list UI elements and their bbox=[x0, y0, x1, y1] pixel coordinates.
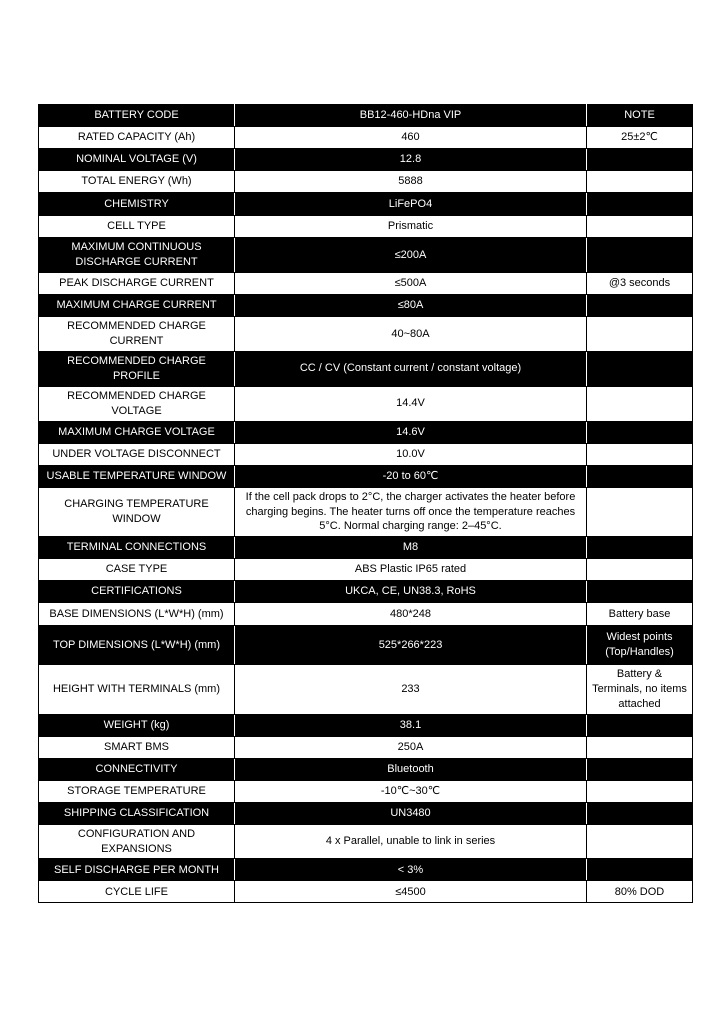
spec-label-cell: NOMINAL VOLTAGE (V) bbox=[39, 149, 235, 171]
spec-note-cell bbox=[587, 581, 693, 603]
spec-label-cell: TOP DIMENSIONS (L*W*H) (mm) bbox=[39, 626, 235, 665]
spec-note-cell bbox=[587, 802, 693, 824]
spec-note-cell bbox=[587, 149, 693, 171]
table-row bbox=[39, 881, 693, 903]
table-row bbox=[39, 317, 693, 352]
header-note-cell: NOTE bbox=[587, 105, 693, 127]
spec-value-cell: Prismatic bbox=[235, 216, 587, 238]
spec-label-cell: MAXIMUM CHARGE VOLTAGE bbox=[39, 421, 235, 443]
spec-note-cell bbox=[587, 780, 693, 802]
spec-note-cell: @3 seconds bbox=[587, 273, 693, 295]
spec-label-cell: BASE DIMENSIONS (L*W*H) (mm) bbox=[39, 603, 235, 626]
spec-note-cell: Widest points (Top/Handles) bbox=[587, 626, 693, 665]
spec-note-cell bbox=[587, 421, 693, 443]
spec-value-cell: ≤200A bbox=[235, 238, 587, 273]
spec-note-cell: 80% DOD bbox=[587, 881, 693, 903]
spec-note-cell bbox=[587, 758, 693, 780]
spec-note-cell bbox=[587, 465, 693, 487]
spec-label-cell: MAXIMUM CHARGE CURRENT bbox=[39, 295, 235, 317]
spec-note-cell bbox=[587, 537, 693, 559]
spec-label-cell: CHARGING TEMPERATURE WINDOW bbox=[39, 487, 235, 537]
spec-value-cell: 5888 bbox=[235, 171, 587, 193]
spec-value-cell: LiFePO4 bbox=[235, 193, 587, 216]
spec-note-cell bbox=[587, 193, 693, 216]
spec-label-cell: WEIGHT (kg) bbox=[39, 714, 235, 736]
spec-note-cell bbox=[587, 216, 693, 238]
spec-label-cell: SHIPPING CLASSIFICATION bbox=[39, 802, 235, 824]
spec-label-cell: UNDER VOLTAGE DISCONNECT bbox=[39, 443, 235, 465]
spec-value-cell: UN3480 bbox=[235, 802, 587, 824]
spec-value-cell: -20 to 60℃ bbox=[235, 465, 587, 487]
spec-label-cell: RATED CAPACITY (Ah) bbox=[39, 127, 235, 149]
spec-value-cell: ABS Plastic IP65 rated bbox=[235, 559, 587, 581]
spec-label-cell: CONFIGURATION AND EXPANSIONS bbox=[39, 824, 235, 859]
table-row bbox=[39, 824, 693, 859]
table-row bbox=[39, 421, 693, 443]
spec-note-cell bbox=[587, 295, 693, 317]
table-row bbox=[39, 665, 693, 715]
spec-value-cell: -10℃~30℃ bbox=[235, 780, 587, 802]
spec-note-cell bbox=[587, 487, 693, 537]
spec-note-cell bbox=[587, 736, 693, 758]
table-row bbox=[39, 802, 693, 824]
table-row bbox=[39, 487, 693, 537]
table-row bbox=[39, 352, 693, 387]
spec-value-cell: 40~80A bbox=[235, 317, 587, 352]
spec-value-cell: 460 bbox=[235, 127, 587, 149]
spec-note-cell bbox=[587, 317, 693, 352]
spec-note-cell: Battery base bbox=[587, 603, 693, 626]
header-value-cell: BB12-460-HDna VIP bbox=[235, 105, 587, 127]
spec-note-cell bbox=[587, 714, 693, 736]
table-row bbox=[39, 559, 693, 581]
spec-label-cell: SELF DISCHARGE PER MONTH bbox=[39, 859, 235, 881]
spec-note-cell bbox=[587, 859, 693, 881]
spec-value-cell: 12.8 bbox=[235, 149, 587, 171]
spec-value-cell: 233 bbox=[235, 665, 587, 715]
spec-value-cell: If the cell pack drops to 2°C, the charger activates the heater before charging begins. The heater turns off once the temperature reaches 5°C. Normal charging range: 2–45°C. bbox=[235, 487, 587, 537]
spec-value-cell: Bluetooth bbox=[235, 758, 587, 780]
spec-value-cell: M8 bbox=[235, 537, 587, 559]
spec-label-cell: CASE TYPE bbox=[39, 559, 235, 581]
table-row bbox=[39, 581, 693, 603]
spec-value-cell: 14.6V bbox=[235, 421, 587, 443]
spec-value-cell: 14.4V bbox=[235, 386, 587, 421]
table-row bbox=[39, 714, 693, 736]
spec-label-cell: SMART BMS bbox=[39, 736, 235, 758]
spec-value-cell: 480*248 bbox=[235, 603, 587, 626]
table-row bbox=[39, 780, 693, 802]
spec-label-cell: TERMINAL CONNECTIONS bbox=[39, 537, 235, 559]
spec-note-cell bbox=[587, 559, 693, 581]
spec-value-cell: CC / CV (Constant current / constant voltage) bbox=[235, 352, 587, 387]
spec-value-cell: UKCA, CE, UN38.3, RoHS bbox=[235, 581, 587, 603]
spec-value-cell: 525*266*223 bbox=[235, 626, 587, 665]
table-row bbox=[39, 295, 693, 317]
spec-note-cell bbox=[587, 171, 693, 193]
spec-label-cell: CELL TYPE bbox=[39, 216, 235, 238]
table-row bbox=[39, 127, 693, 149]
spec-note-cell bbox=[587, 386, 693, 421]
table-row bbox=[39, 238, 693, 273]
table-row bbox=[39, 386, 693, 421]
spec-note-cell: 25±2℃ bbox=[587, 127, 693, 149]
table-row bbox=[39, 273, 693, 295]
table-row bbox=[39, 859, 693, 881]
spec-value-cell: ≤80A bbox=[235, 295, 587, 317]
spec-note-cell bbox=[587, 824, 693, 859]
spec-value-cell: ≤500A bbox=[235, 273, 587, 295]
spec-value-cell: 4 x Parallel, unable to link in series bbox=[235, 824, 587, 859]
spec-label-cell: HEIGHT WITH TERMINALS (mm) bbox=[39, 665, 235, 715]
spec-value-cell: 38.1 bbox=[235, 714, 587, 736]
spec-value-cell: 250A bbox=[235, 736, 587, 758]
header-label-cell: BATTERY CODE bbox=[39, 105, 235, 127]
table-row bbox=[39, 603, 693, 626]
spec-value-cell: ≤4500 bbox=[235, 881, 587, 903]
spec-label-cell: STORAGE TEMPERATURE bbox=[39, 780, 235, 802]
spec-note-cell bbox=[587, 238, 693, 273]
spec-label-cell: USABLE TEMPERATURE WINDOW bbox=[39, 465, 235, 487]
spec-note-cell: Battery & Terminals, no items attached bbox=[587, 665, 693, 715]
spec-note-cell bbox=[587, 443, 693, 465]
spec-value-cell: 10.0V bbox=[235, 443, 587, 465]
spec-label-cell: RECOMMENDED CHARGE VOLTAGE bbox=[39, 386, 235, 421]
spec-note-cell bbox=[587, 352, 693, 387]
spec-label-cell: MAXIMUM CONTINUOUS DISCHARGE CURRENT bbox=[39, 238, 235, 273]
spec-label-cell: RECOMMENDED CHARGE CURRENT bbox=[39, 317, 235, 352]
table-row bbox=[39, 736, 693, 758]
table-row bbox=[39, 626, 693, 665]
table-row bbox=[39, 171, 693, 193]
spec-label-cell: TOTAL ENERGY (Wh) bbox=[39, 171, 235, 193]
table-row bbox=[39, 758, 693, 780]
spec-label-cell: CHEMISTRY bbox=[39, 193, 235, 216]
spec-label-cell: CONNECTIVITY bbox=[39, 758, 235, 780]
table-row bbox=[39, 465, 693, 487]
spec-value-cell: < 3% bbox=[235, 859, 587, 881]
spec-label-cell: PEAK DISCHARGE CURRENT bbox=[39, 273, 235, 295]
table-header-row bbox=[39, 105, 693, 127]
spec-label-cell: RECOMMENDED CHARGE PROFILE bbox=[39, 352, 235, 387]
table-row bbox=[39, 216, 693, 238]
table-row bbox=[39, 193, 693, 216]
spec-label-cell: CYCLE LIFE bbox=[39, 881, 235, 903]
table-row bbox=[39, 443, 693, 465]
table-row bbox=[39, 149, 693, 171]
table-row bbox=[39, 537, 693, 559]
battery-spec-table bbox=[38, 104, 693, 903]
spec-label-cell: CERTIFICATIONS bbox=[39, 581, 235, 603]
